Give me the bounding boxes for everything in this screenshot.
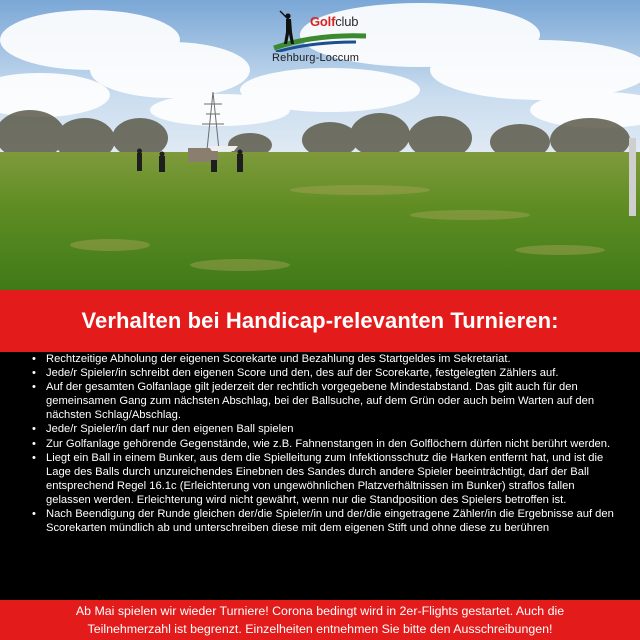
rule-item: • Jede/r Spieler/in schreibt den eigenen Score und den, des auf der Scorekarte, festgelegten Zählers auf. bbox=[32, 366, 622, 380]
rules-section bbox=[0, 352, 640, 600]
sign-post bbox=[629, 138, 636, 216]
rule-item: • Liegt ein Ball in einem Bunker, aus dem die Spielleitung zum Infektionsschutz die Harken entfernt hat, und ist die Lage des Balls durch unzureichendes Einebnen des Sandes durch andere Spieler beeinträchtigt, darf der Ball entsprechend Regel 16.1c (Erleichterung von ungewöhnlichen Platzverhältnissen im Bunker) straflos fallen gelassen werden. Erleichterung wird nicht gewährt, wenn nur die Standposition des Spielers betroffen ist. bbox=[32, 451, 622, 507]
rule-item: • Nach Beendigung der Runde gleichen der/die Spieler/in und der/die eingetragene Zähler/in die Ergebnisse auf den Scorekarten mündlich ab und unterschreiben diese mit dem eigenen Stift und ohne diese zu berühren bbox=[32, 507, 622, 535]
footer-line-1: Ab Mai spielen wir wieder Turniere! Corona bedingt wird in 2er-Flights gestartet. Auch die bbox=[75, 604, 565, 618]
logo-place-text: Rehburg-Loccum bbox=[272, 52, 360, 64]
golf-course-photo bbox=[0, 0, 640, 290]
headline-banner bbox=[0, 290, 640, 352]
logo-brand-text bbox=[310, 14, 358, 29]
rule-item: • Auf der gesamten Golfanlage gilt jederzeit der rechtlich vorgegebene Mindestabstand. Das gilt auch für den gemeinsamen Gang zum nächsten Abschlag, bei der Ballsuche, auf dem Grün oder auch beim Warten auf den nächsten Schlag/Abschlag. bbox=[32, 380, 622, 422]
footer-line-2: Teilnehmerzahl ist begrenzt. Einzelheiten entnehmen Sie bitte den Ausschreibungen! bbox=[87, 622, 553, 636]
logo-brand-club: club bbox=[335, 14, 359, 29]
headline: Verhalten bei Handicap-relevanten Turnieren: bbox=[81, 308, 559, 333]
rule-item: • Jede/r Spieler/in darf nur den eigenen Ball spielen bbox=[32, 422, 622, 436]
rule-item: • Zur Golfanlage gehörende Gegenstände, wie z.B. Fahnenstangen in den Golflöchern dürfen nicht berührt werden. bbox=[32, 437, 622, 451]
footer-notice bbox=[0, 600, 640, 640]
logo-brand-golf: Golf bbox=[310, 14, 336, 29]
golfclub-logo bbox=[270, 8, 370, 70]
rules-list bbox=[32, 352, 622, 535]
rule-item: • Rechtzeitige Abholung der eigenen Scorekarte und Bezahlung des Startgeldes im Sekretariat. bbox=[32, 352, 622, 366]
